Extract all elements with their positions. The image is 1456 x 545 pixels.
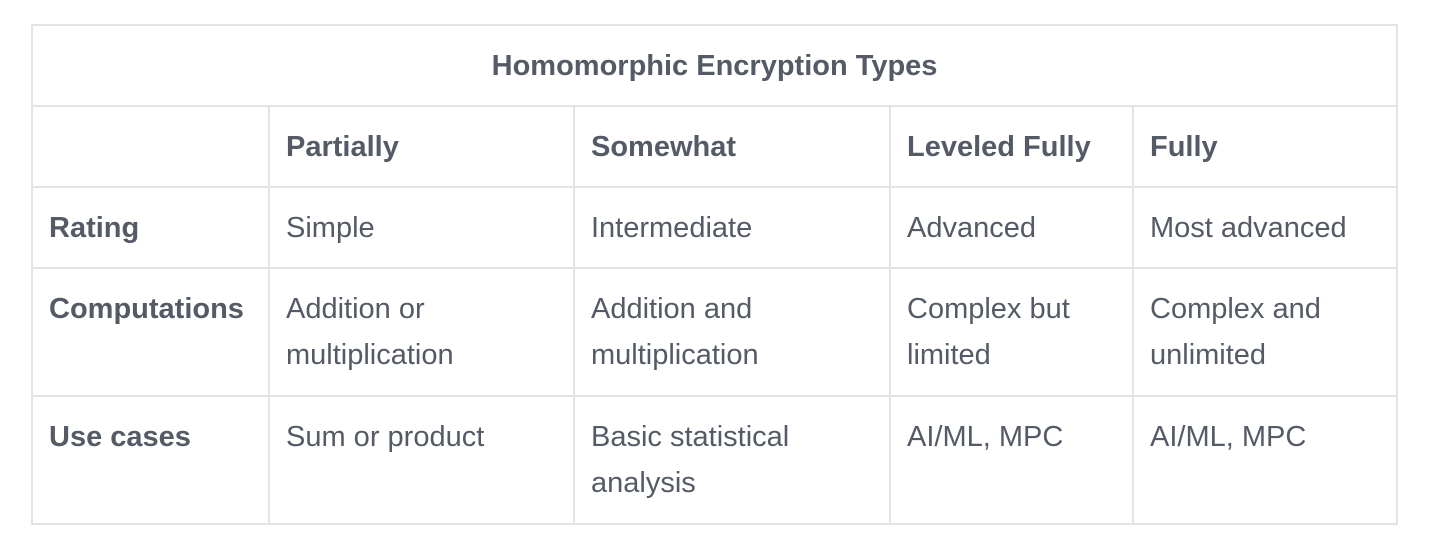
encryption-types-table bbox=[31, 24, 1398, 525]
header-cell-partially: Partially bbox=[269, 106, 574, 187]
table-cell: Simple bbox=[269, 187, 574, 268]
table-cell: AI/ML, MPC bbox=[1133, 396, 1397, 524]
table-title-row bbox=[32, 25, 1397, 106]
table-row-use-cases bbox=[32, 396, 1397, 524]
table-row-computations bbox=[32, 268, 1397, 396]
table-cell: Addition or multiplication bbox=[269, 268, 574, 396]
table-header-row bbox=[32, 106, 1397, 187]
table-cell: Most advanced bbox=[1133, 187, 1397, 268]
header-cell-leveled-fully: Leveled Fully bbox=[890, 106, 1133, 187]
table-cell: Addition and multiplication bbox=[574, 268, 890, 396]
row-label-rating: Rating bbox=[32, 187, 269, 268]
table-cell: Intermediate bbox=[574, 187, 890, 268]
table-cell: Sum or product bbox=[269, 396, 574, 524]
table-cell: Complex but limited bbox=[890, 268, 1133, 396]
table-title: Homomorphic Encryption Types bbox=[32, 25, 1397, 106]
row-label-use-cases: Use cases bbox=[32, 396, 269, 524]
encryption-types-table-container bbox=[31, 24, 1398, 525]
header-cell-empty bbox=[32, 106, 269, 187]
header-cell-somewhat: Somewhat bbox=[574, 106, 890, 187]
table-cell: AI/ML, MPC bbox=[890, 396, 1133, 524]
table-cell: Basic statistical analysis bbox=[574, 396, 890, 524]
row-label-computations: Computations bbox=[32, 268, 269, 396]
header-cell-fully: Fully bbox=[1133, 106, 1397, 187]
table-cell: Complex and unlimited bbox=[1133, 268, 1397, 396]
table-cell: Advanced bbox=[890, 187, 1133, 268]
table-row-rating bbox=[32, 187, 1397, 268]
